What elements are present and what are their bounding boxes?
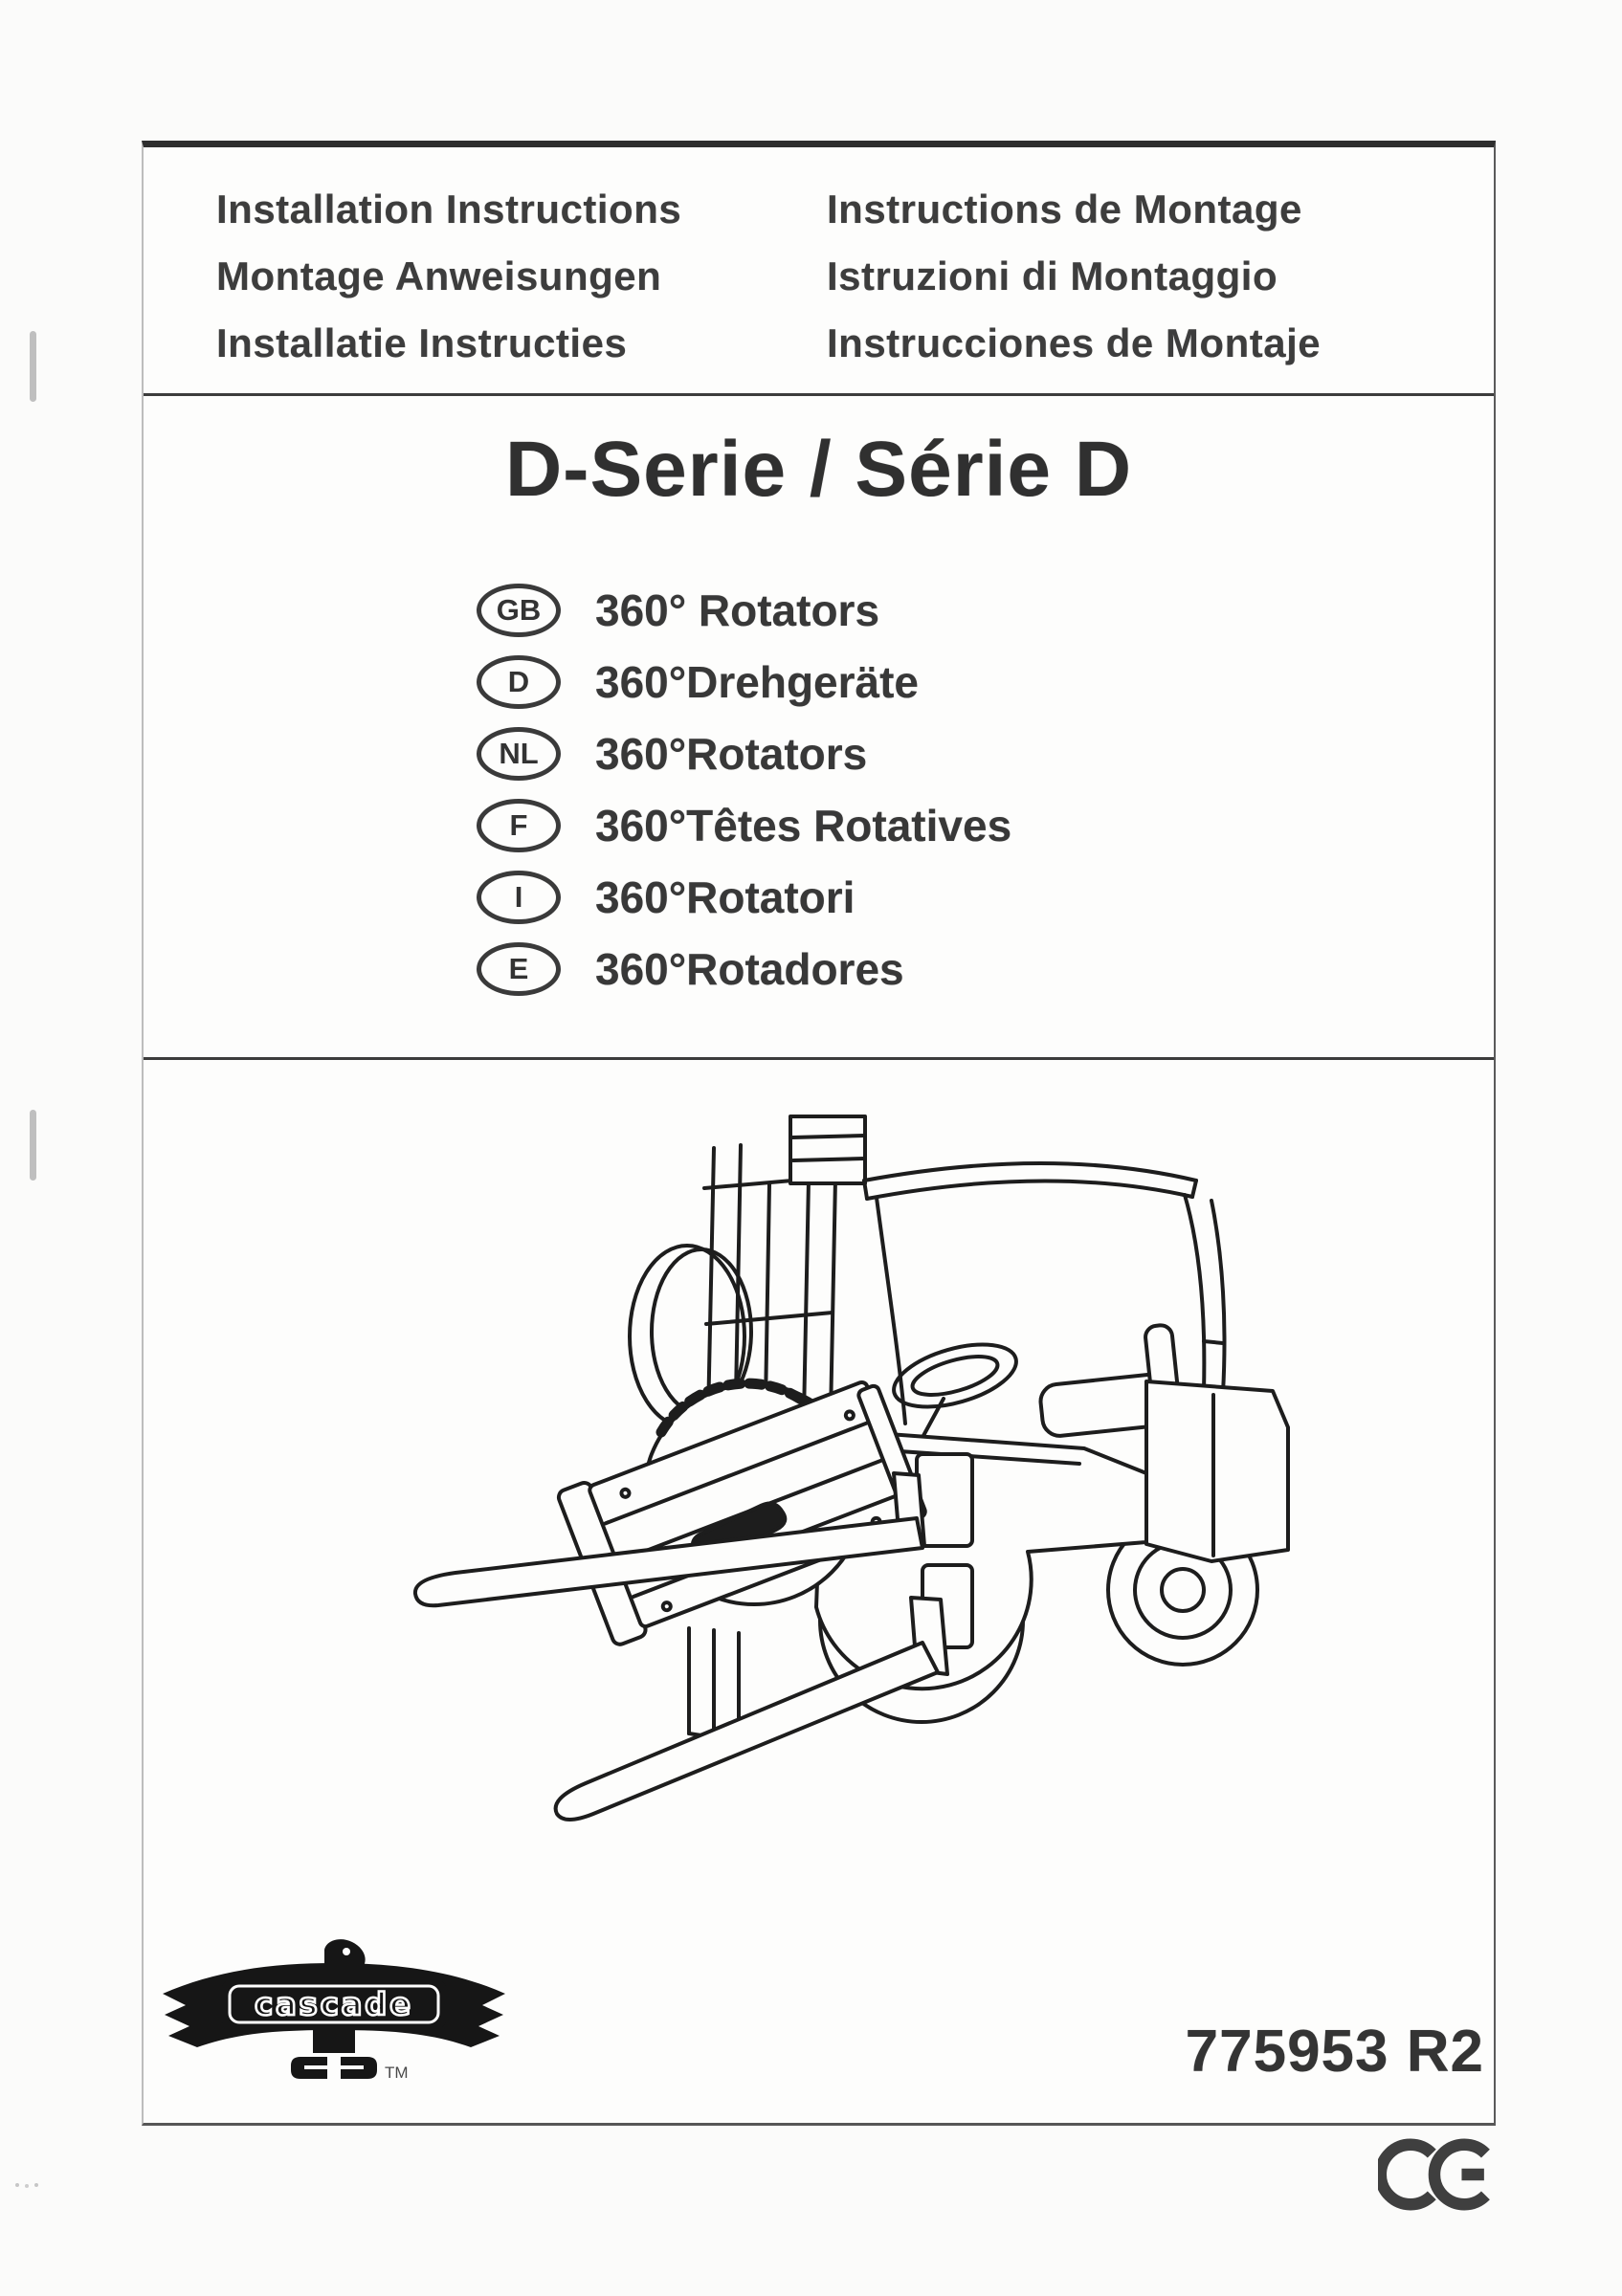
header-line: Istruzioni di Montaggio (827, 254, 1278, 298)
header-line: Instructions de Montage (827, 187, 1302, 232)
list-item (477, 584, 1011, 637)
header-line: Montage Anweisungen (216, 254, 662, 298)
language-badge-e-icon: E (477, 942, 561, 996)
cascade-wordmark: cascade (255, 1986, 413, 2022)
header-titles-right (827, 176, 1321, 377)
page-title: D-Serie / Série D (504, 426, 1133, 513)
ce-mark-label (0, 0, 1, 1)
language-label: 360°Têtes Rotatives (595, 801, 1012, 850)
list-item (477, 727, 1011, 781)
list-item (477, 871, 1011, 924)
cascade-logo (157, 1938, 511, 2096)
list-item (477, 799, 1011, 852)
language-badge-nl-icon: NL (477, 727, 561, 781)
language-list (477, 584, 1011, 996)
section-divider (144, 1057, 1494, 1060)
header-line: Installation Instructions (216, 187, 682, 232)
language-badge-f-icon: F (477, 799, 561, 852)
ce-mark-icon (1378, 2137, 1498, 2212)
language-badge-gb-icon: GB (477, 584, 561, 637)
header-line: Instrucciones de Montaje (827, 320, 1322, 365)
list-item (477, 655, 1011, 709)
language-label: 360°Rotadores (595, 944, 904, 994)
language-label: 360°Rotatori (595, 872, 855, 922)
trademark-text: TM (385, 2064, 409, 2082)
staple-mark (30, 331, 36, 402)
header-line: Installatie Instructies (216, 320, 628, 365)
language-label: 360° Rotators (595, 585, 880, 635)
header-titles-left (216, 176, 681, 377)
part-number: 775953 R2 (1185, 2019, 1484, 2085)
header-divider (144, 393, 1494, 396)
staple-mark (30, 1110, 36, 1181)
language-badge-d-icon: D (477, 655, 561, 709)
language-badge-i-icon: I (477, 871, 561, 924)
language-label: 360°Drehgeräte (595, 657, 920, 707)
forklift-illustration (381, 1093, 1300, 1839)
language-label: 360°Rotators (595, 729, 868, 779)
scan-dots (15, 2183, 19, 2187)
list-item (477, 942, 1011, 996)
document-page (142, 141, 1496, 2126)
